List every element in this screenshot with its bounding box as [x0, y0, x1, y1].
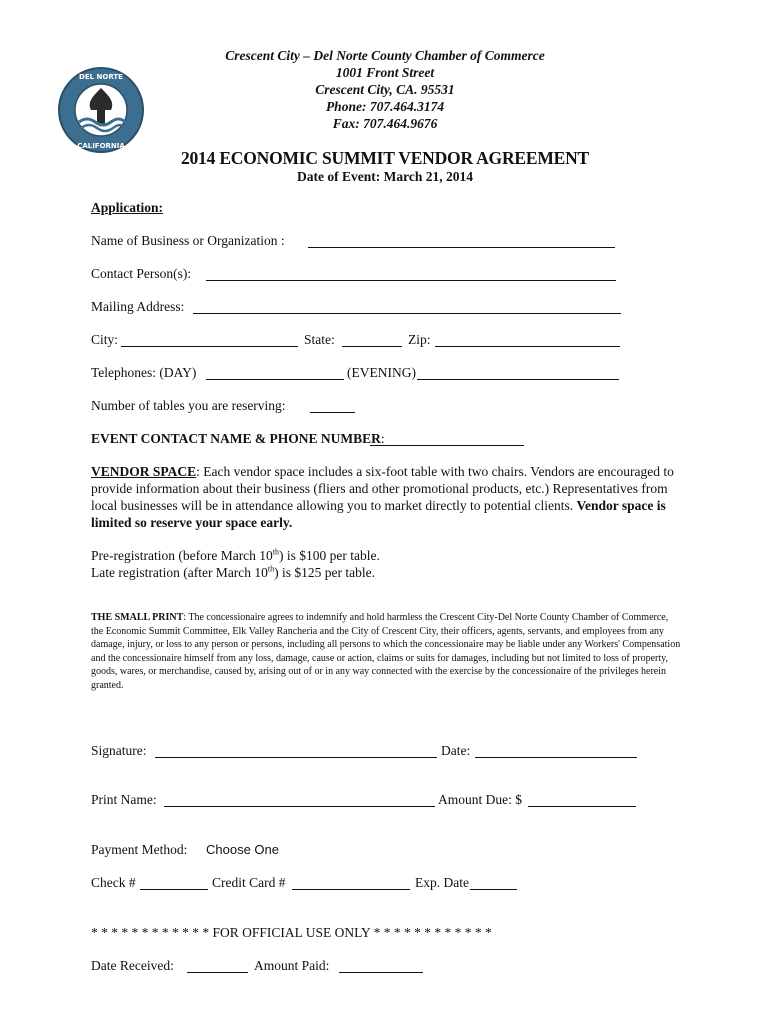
mailing-label: Mailing Address:: [91, 299, 185, 314]
vendor-space-paragraph: [91, 463, 691, 531]
late-registration-sup: th: [267, 564, 275, 574]
late-registration-price-text: ) is $125 per table.: [274, 565, 376, 580]
org-phone: Phone: 707.464.3174: [325, 99, 445, 114]
contact-field[interactable]: [206, 280, 616, 281]
state-field[interactable]: [342, 346, 402, 347]
vendor-space-bold: Vendor space is limited so reserve your space early.: [91, 498, 666, 530]
amount-paid-label: Amount Paid:: [254, 958, 330, 973]
pre-registration-price-text: ) is $100 per table.: [279, 548, 380, 563]
date-label: Date:: [441, 743, 471, 758]
check-label: Check #: [91, 875, 136, 890]
credit-card-field[interactable]: [292, 889, 410, 890]
exp-date-label: Exp. Date: [415, 875, 469, 890]
event-contact-label: [91, 431, 385, 447]
mailing-field[interactable]: [193, 313, 621, 314]
svg-text:DEL NORTE: DEL NORTE: [79, 73, 123, 81]
small-print-paragraph: [91, 611, 681, 693]
print-name-field[interactable]: [164, 806, 435, 807]
city-label: City:: [91, 332, 119, 347]
pre-registration-text: Pre-registration (before March 10: [91, 548, 273, 563]
tel-evening-label: (EVENING): [347, 365, 416, 380]
event-contact-label-text: EVENT CONTACT NAME & PHONE NUMBER: [91, 431, 381, 446]
amount-paid-field[interactable]: [339, 972, 423, 973]
late-registration-text: Late registration (after March 10: [91, 565, 268, 580]
tables-label: Number of tables you are reserving:: [91, 398, 286, 413]
credit-card-label: Credit Card #: [212, 875, 286, 890]
late-registration-price: [91, 564, 691, 581]
exp-date-field[interactable]: [470, 889, 517, 890]
tel-evening-field[interactable]: [417, 379, 619, 380]
date-received-field[interactable]: [187, 972, 248, 973]
org-fax: Fax: 707.464.9676: [332, 116, 438, 131]
print-name-label: Print Name:: [91, 792, 157, 807]
date-field[interactable]: [475, 757, 637, 758]
small-print-heading: THE SMALL PRINT: [91, 612, 184, 623]
vendor-space-text: Each vendor space includes a six-foot table with two chairs. Vendors are encouraged to provide information about their business (fliers and other promotional products, etc.) Representatives from local businesses will be in attendance allowing you to market directly to potential clients.: [91, 464, 674, 513]
tables-field[interactable]: [310, 412, 355, 413]
small-print-text: : The concessionaire agrees to indemnify and hold harmless the Crescent City-Del Norte County Chamber of Commerce, the Economic Summit Committee, Elk Valley Rancheria and the City of Crescent City, their officers, agents, servants, and employees from any damage, injury, or loss to any person or persons, including all persons to which the concessionaire may be liable under any Workers' Compensation and the concessionaire himself from any loss, damage, cause or action, claims or suits for damages, including but not limited to loss of property, goods, wares, or merchandise, caused by, arising out of or in any way connected with the exercise by the concessionaire of the privileges herein granted.: [91, 612, 681, 691]
event-contact-colon: :: [380, 431, 385, 446]
state-label: State:: [304, 332, 335, 347]
tel-day-field[interactable]: [206, 379, 344, 380]
zip-field[interactable]: [435, 346, 620, 347]
signature-field[interactable]: [155, 757, 437, 758]
application-heading: Application:: [91, 200, 164, 215]
city-field[interactable]: [121, 346, 298, 347]
org-street: 1001 Front Street: [335, 65, 435, 80]
amount-due-field[interactable]: [528, 806, 636, 807]
business-label: Name of Business or Organization :: [91, 233, 285, 248]
date-received-label: Date Received:: [91, 958, 174, 973]
official-use-banner: * * * * * * * * * * * * FOR OFFICIAL USE ONLY * * * * * * * * * * * *: [91, 925, 492, 940]
event-date: Date of Event: March 21, 2014: [297, 169, 473, 184]
pre-registration-price: [91, 547, 691, 564]
org-city: Crescent City, CA. 95531: [315, 82, 455, 97]
zip-label: Zip:: [408, 332, 431, 347]
vendor-space-colon: :: [196, 464, 200, 479]
org-name: Crescent City – Del Norte County Chamber of Commerce: [225, 48, 545, 63]
contact-label: Contact Person(s):: [91, 266, 192, 281]
page-title: 2014 ECONOMIC SUMMIT VENDOR AGREEMENT: [180, 148, 590, 168]
pre-registration-sup: th: [272, 547, 280, 557]
payment-method-label: Payment Method:: [91, 842, 188, 857]
signature-label: Signature:: [91, 743, 147, 758]
vendor-space-heading: VENDOR SPACE: [91, 464, 197, 479]
tel-day-label: Telephones: (DAY): [91, 365, 197, 380]
svg-text:CALIFORNIA: CALIFORNIA: [77, 142, 125, 150]
payment-method-select[interactable]: Choose One: [206, 842, 279, 857]
business-field[interactable]: [308, 247, 615, 248]
check-field[interactable]: [140, 889, 208, 890]
event-contact-field[interactable]: [370, 445, 524, 446]
amount-due-label: Amount Due: $: [438, 792, 522, 807]
